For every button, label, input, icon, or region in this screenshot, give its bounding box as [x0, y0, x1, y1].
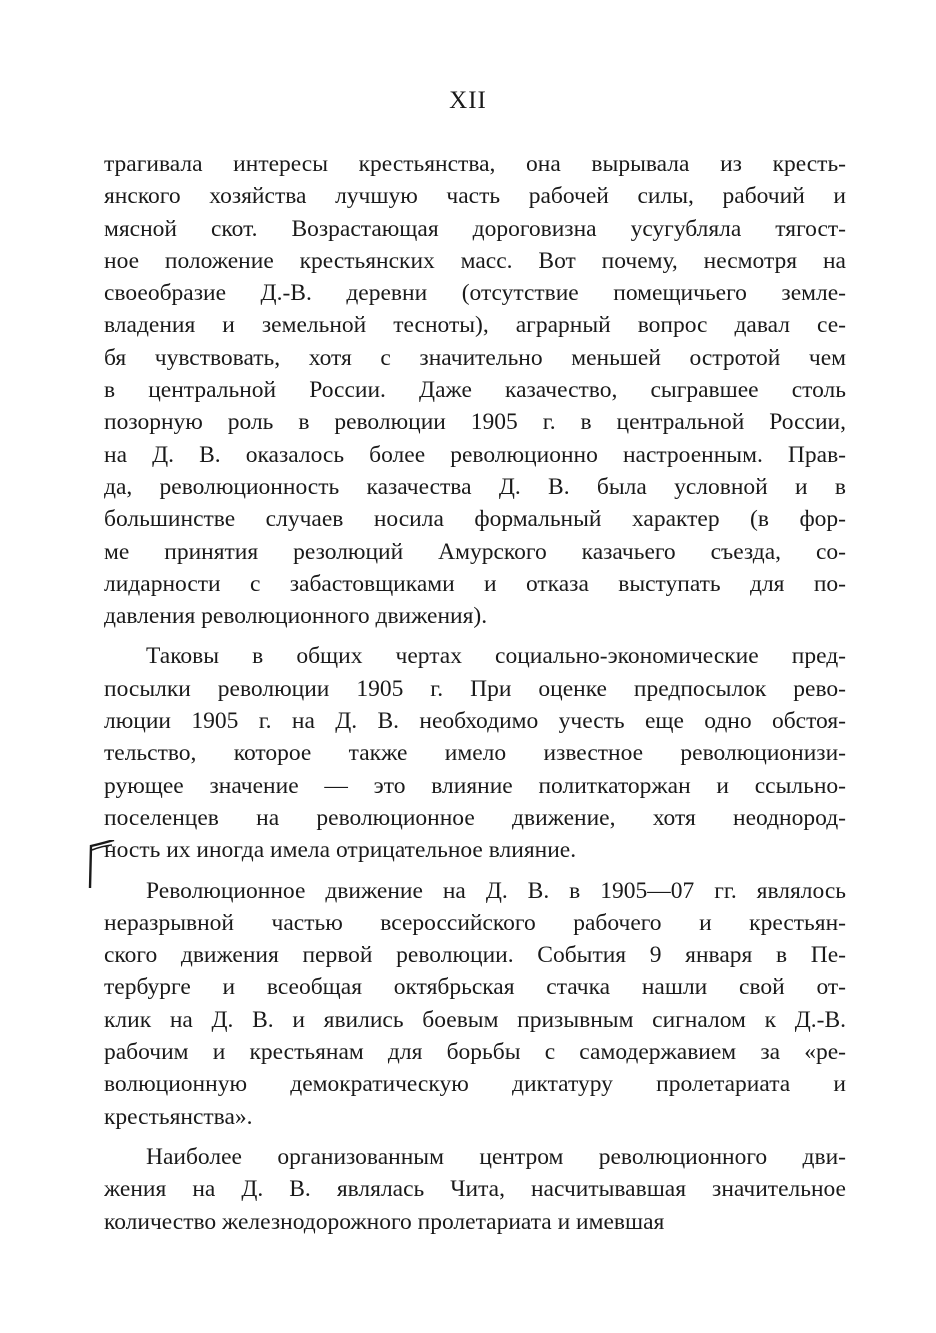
text-line: тербурге и всеобщая октябрьская стачка нашли свой от- — [104, 974, 846, 1001]
text-line: позорную роль в революции 1905 г. в центральной России, — [104, 409, 846, 436]
text-line: янского хозяйства лучшую часть рабочей силы, рабочий и — [104, 183, 846, 210]
paragraph — [104, 1141, 846, 1238]
paragraph — [104, 640, 846, 866]
paragraph-gap — [104, 867, 846, 875]
text-line: поселенцев на революционное движение, хотя неоднород- — [104, 804, 846, 831]
text-line: мясной скот. Возрастающая дороговизна усугубляла тягост- — [104, 215, 846, 242]
text-line: неразрывной частью всероссийского рабочего и крестьян- — [104, 909, 846, 936]
text-line: тельство, которое также имело известное революционизи- — [104, 740, 846, 767]
text-line: Наиболее организованным центром революционного дви- — [146, 1143, 846, 1170]
text-line: большинстве случаев носила формальный характер (в фор- — [104, 506, 846, 533]
text-line: своеобразие Д.-В. деревни (отсутствие помещичьего земле- — [104, 280, 846, 307]
text-line: владения и земельной тесноты), аграрный вопрос давал се- — [104, 312, 846, 339]
text-line: рующее значение — это влияние политкаторжан и ссыльно- — [104, 772, 846, 799]
text-line: давления революционного движения). — [104, 603, 488, 630]
text-line: посылки революции 1905 г. При оценке предпосылок рево- — [104, 675, 846, 702]
text-line: ме принятия резолюций Амурского казачьего съезда, со- — [104, 538, 846, 565]
text-line: Революционное движение на Д. В. в 1905—07 гг. являлось — [146, 877, 846, 904]
text-line: бя чувствовать, хотя с значительно меньшей остротой чем — [104, 344, 846, 371]
text-line: лидарности с забастовщиками и отказа выступать для по- — [104, 570, 846, 597]
text-line: ского движения первой революции. События 9 января в Пе- — [104, 942, 846, 969]
text-line: клик на Д. В. и явились боевым призывным сигналом к Д.-В. — [104, 1006, 846, 1033]
text-line: крестьянства». — [104, 1103, 253, 1130]
body-text — [104, 148, 846, 1238]
paragraph — [104, 875, 846, 1133]
text-line: трагивала интересы крестьянства, она вырывала из кресть- — [104, 151, 846, 177]
text-line: ность их иногда имела отрицательное влияние. — [104, 837, 577, 864]
text-line: количество железнодорожного пролетариата и имевшая — [104, 1208, 665, 1235]
text-line: Таковы в общих чертах социально-экономические пред- — [146, 643, 846, 670]
text-line: в центральной России. Даже казачество, сыгравшее столь — [104, 377, 846, 404]
paragraph-gap — [104, 632, 846, 640]
page-number: XII — [449, 87, 487, 114]
text-line: волюционную демократическую диктатуру пролетариата и — [104, 1071, 846, 1098]
text-line: рабочим и крестьянам для борьбы с самодержавием за «ре- — [104, 1039, 846, 1066]
text-line: жения на Д. В. являлась Чита, насчитывавшая значительное — [104, 1176, 846, 1203]
paragraph — [104, 148, 846, 632]
text-line: люции 1905 г. на Д. В. необходимо учесть еще одно обстоя- — [104, 708, 846, 735]
text-line: на Д. В. оказалось более революционно настроенным. Прав- — [104, 441, 846, 468]
text-line: ное положение крестьянских масс. Вот почему, несмотря на — [104, 247, 846, 274]
text-line: да, революционность казачества Д. В. была условной и в — [104, 473, 846, 500]
paragraph-gap — [104, 1133, 846, 1141]
